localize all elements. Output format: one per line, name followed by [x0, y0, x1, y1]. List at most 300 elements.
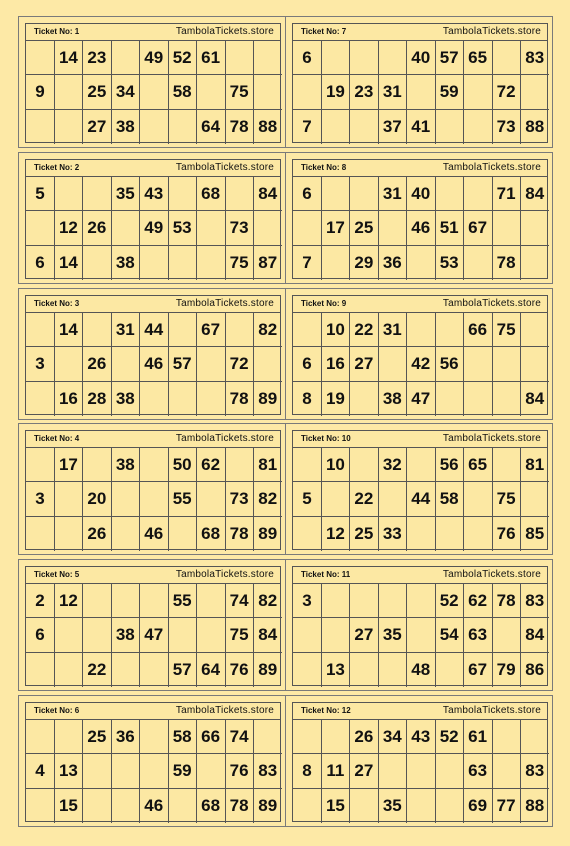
- number-square: 43: [407, 720, 436, 754]
- empty-square: [464, 246, 493, 280]
- ticket-grid: [293, 584, 547, 685]
- number-square: 82: [254, 482, 282, 516]
- empty-square: [378, 754, 407, 788]
- number-square: 54: [435, 618, 464, 652]
- number-square: 68: [197, 177, 226, 211]
- empty-square: [54, 653, 83, 687]
- number-square: 31: [378, 313, 407, 347]
- empty-square: [197, 482, 226, 516]
- number-square: 47: [407, 382, 436, 416]
- number-square: 37: [378, 110, 407, 144]
- empty-square: [321, 482, 350, 516]
- number-square: 84: [254, 618, 282, 652]
- tambola-ticket: [292, 295, 548, 415]
- number-square: 89: [258, 388, 278, 408]
- number-square: 5: [293, 482, 322, 516]
- number-square: 36: [111, 720, 140, 754]
- number-square: 15: [54, 789, 83, 823]
- ticket-grid: [293, 41, 547, 142]
- empty-square: [168, 313, 197, 347]
- empty-square: [492, 41, 521, 75]
- empty-square: [378, 584, 407, 618]
- empty-square: [168, 517, 197, 551]
- ticket-cell: [18, 695, 286, 827]
- site-label: TambolaTickets.store: [175, 162, 274, 173]
- number-square: 27: [350, 618, 379, 652]
- number-square: 22: [83, 653, 112, 687]
- site-label: TambolaTickets.store: [175, 705, 274, 716]
- empty-square: [407, 754, 436, 788]
- ticket-header: [26, 296, 280, 313]
- ticket-number: Ticket No: 7: [301, 27, 347, 36]
- empty-square: [492, 211, 521, 245]
- number-square: 63: [464, 754, 493, 788]
- empty-square: [407, 313, 436, 347]
- site-label: TambolaTickets.store: [175, 433, 274, 444]
- empty-square: [293, 720, 322, 754]
- number-square: 52: [435, 720, 464, 754]
- empty-square: [407, 246, 436, 280]
- number-square: 19: [321, 382, 350, 416]
- empty-square: [83, 754, 112, 788]
- number-square: 20: [83, 482, 112, 516]
- empty-square: [26, 313, 55, 347]
- empty-square: [111, 754, 140, 788]
- number-square: 17: [321, 211, 350, 245]
- number-square: 52: [435, 584, 464, 618]
- empty-square: [111, 347, 140, 381]
- empty-square: [140, 584, 169, 618]
- empty-square: [197, 754, 226, 788]
- ticket-cell: [18, 423, 286, 555]
- site-label: TambolaTickets.store: [442, 162, 541, 173]
- empty-square: [293, 211, 322, 245]
- number-square: 76: [225, 754, 254, 788]
- ticket-header: [293, 296, 547, 313]
- number-square: 69: [464, 789, 493, 823]
- empty-square: [111, 517, 140, 551]
- ticket-cell: [18, 288, 286, 420]
- site-label: TambolaTickets.store: [175, 298, 274, 309]
- number-square: 85: [525, 523, 545, 543]
- empty-square: [54, 482, 83, 516]
- number-square: 77: [492, 789, 521, 823]
- empty-square: [197, 211, 226, 245]
- number-square: 58: [168, 75, 197, 109]
- number-square: 46: [140, 517, 169, 551]
- empty-square: [464, 382, 493, 416]
- empty-square: [350, 789, 379, 823]
- number-square: 89: [258, 523, 278, 543]
- empty-square: [111, 584, 140, 618]
- number-square: 50: [168, 448, 197, 482]
- empty-square: [140, 382, 169, 416]
- ticket-number: Ticket No: 4: [34, 434, 80, 443]
- number-square: 86: [525, 659, 545, 679]
- empty-square: [254, 75, 282, 109]
- empty-square: [350, 41, 379, 75]
- number-square: 72: [225, 347, 254, 381]
- number-square: 65: [464, 448, 493, 482]
- ticket-grid: [26, 448, 280, 549]
- empty-square: [521, 347, 549, 381]
- empty-square: [492, 448, 521, 482]
- ticket-header: [26, 567, 280, 584]
- empty-square: [492, 347, 521, 381]
- number-square: 36: [378, 246, 407, 280]
- number-square: 62: [464, 584, 493, 618]
- number-square: 13: [54, 754, 83, 788]
- empty-square: [293, 75, 322, 109]
- empty-square: [140, 754, 169, 788]
- number-square: 26: [83, 347, 112, 381]
- number-square: 74: [225, 720, 254, 754]
- empty-square: [83, 177, 112, 211]
- ticket-cell: [285, 423, 553, 555]
- number-square: 26: [350, 720, 379, 754]
- number-square: 55: [168, 584, 197, 618]
- number-square: 28: [83, 382, 112, 416]
- number-square: 25: [83, 75, 112, 109]
- empty-square: [254, 347, 282, 381]
- number-square: 26: [83, 211, 112, 245]
- number-square: 59: [435, 75, 464, 109]
- number-square: 56: [435, 448, 464, 482]
- number-square: 46: [407, 211, 436, 245]
- empty-square: [321, 720, 350, 754]
- number-square: 84: [525, 388, 545, 408]
- number-square: 25: [350, 211, 379, 245]
- number-square: 49: [140, 211, 169, 245]
- ticket-header: [26, 24, 280, 41]
- empty-square: [407, 448, 436, 482]
- number-square: 47: [140, 618, 169, 652]
- empty-square: [197, 382, 226, 416]
- number-square: 76: [492, 517, 521, 551]
- empty-square: [293, 789, 322, 823]
- number-square: 58: [435, 482, 464, 516]
- ticket-number: Ticket No: 9: [301, 299, 347, 308]
- number-square: 25: [83, 720, 112, 754]
- number-square: 27: [83, 110, 112, 144]
- empty-square: [407, 75, 436, 109]
- empty-square: [54, 347, 83, 381]
- number-square: 38: [378, 382, 407, 416]
- empty-square: [111, 482, 140, 516]
- empty-square: [26, 41, 55, 75]
- number-square: 41: [407, 110, 436, 144]
- ticket-number: Ticket No: 10: [301, 434, 351, 443]
- site-label: TambolaTickets.store: [442, 569, 541, 580]
- number-square: 83: [521, 584, 549, 618]
- number-square: 73: [225, 482, 254, 516]
- empty-square: [407, 584, 436, 618]
- number-square: 12: [54, 584, 83, 618]
- ticket-cell: [285, 16, 553, 148]
- number-square: 8: [293, 754, 322, 788]
- number-square: 27: [350, 754, 379, 788]
- number-square: 38: [111, 246, 140, 280]
- empty-square: [378, 211, 407, 245]
- number-square: 65: [464, 41, 493, 75]
- empty-square: [321, 110, 350, 144]
- empty-square: [83, 246, 112, 280]
- number-square: 12: [321, 517, 350, 551]
- ticket-header: [293, 567, 547, 584]
- ticket-number: Ticket No: 11: [301, 570, 351, 579]
- number-square: 57: [168, 347, 197, 381]
- empty-square: [407, 789, 436, 823]
- empty-square: [464, 517, 493, 551]
- empty-square: [168, 618, 197, 652]
- number-square: 88: [525, 116, 545, 136]
- number-square: 68: [197, 789, 226, 823]
- empty-square: [521, 246, 549, 280]
- number-square: 6: [293, 41, 322, 75]
- empty-square: [435, 313, 464, 347]
- empty-square: [140, 720, 169, 754]
- empty-square: [225, 448, 254, 482]
- number-square: 17: [54, 448, 83, 482]
- number-square: 35: [378, 789, 407, 823]
- number-square: 27: [350, 347, 379, 381]
- site-label: TambolaTickets.store: [442, 705, 541, 716]
- empty-square: [293, 448, 322, 482]
- empty-square: [168, 246, 197, 280]
- number-square: 76: [225, 653, 254, 687]
- empty-square: [111, 789, 140, 823]
- number-square: 88: [258, 116, 278, 136]
- number-square: 66: [197, 720, 226, 754]
- empty-square: [111, 211, 140, 245]
- empty-square: [350, 177, 379, 211]
- number-square: 31: [378, 177, 407, 211]
- number-square: 51: [435, 211, 464, 245]
- empty-square: [83, 618, 112, 652]
- number-square: 7: [293, 246, 322, 280]
- number-square: 78: [225, 382, 254, 416]
- number-square: 78: [225, 789, 254, 823]
- empty-square: [140, 75, 169, 109]
- empty-square: [254, 41, 282, 75]
- empty-square: [293, 313, 322, 347]
- empty-square: [293, 618, 322, 652]
- empty-square: [435, 789, 464, 823]
- empty-square: [140, 482, 169, 516]
- number-square: 25: [350, 517, 379, 551]
- ticket-header: [293, 703, 547, 720]
- number-square: 75: [225, 618, 254, 652]
- ticket-grid: [26, 41, 280, 142]
- number-square: 78: [225, 517, 254, 551]
- number-square: 53: [435, 246, 464, 280]
- number-square: 74: [225, 584, 254, 618]
- empty-square: [321, 41, 350, 75]
- tambola-ticket: [292, 159, 548, 279]
- number-square: 89: [258, 795, 278, 815]
- number-square: 6: [293, 177, 322, 211]
- number-square: 16: [321, 347, 350, 381]
- number-square: 44: [140, 313, 169, 347]
- number-square: 68: [197, 517, 226, 551]
- number-square: 84: [254, 177, 282, 211]
- site-label: TambolaTickets.store: [442, 26, 541, 37]
- empty-square: [435, 653, 464, 687]
- number-square: 38: [111, 448, 140, 482]
- empty-square: [26, 448, 55, 482]
- tambola-ticket: [25, 430, 281, 550]
- ticket-number: Ticket No: 12: [301, 706, 351, 715]
- ticket-grid: [26, 584, 280, 685]
- ticket-grid: [26, 177, 280, 278]
- empty-square: [492, 754, 521, 788]
- empty-square: [83, 789, 112, 823]
- number-square: 22: [350, 482, 379, 516]
- empty-square: [26, 789, 55, 823]
- number-square: 32: [378, 448, 407, 482]
- number-square: 12: [54, 211, 83, 245]
- empty-square: [378, 482, 407, 516]
- empty-square: [350, 448, 379, 482]
- number-square: 38: [111, 110, 140, 144]
- empty-square: [54, 618, 83, 652]
- empty-square: [464, 75, 493, 109]
- empty-square: [254, 211, 282, 245]
- tambola-ticket: [25, 159, 281, 279]
- number-square: 14: [54, 246, 83, 280]
- number-square: 3: [26, 482, 55, 516]
- site-label: TambolaTickets.store: [442, 298, 541, 309]
- number-square: 48: [407, 653, 436, 687]
- number-square: 75: [492, 482, 521, 516]
- ticket-grid: [293, 720, 547, 821]
- empty-square: [464, 347, 493, 381]
- tambola-ticket: [25, 566, 281, 686]
- empty-square: [407, 517, 436, 551]
- ticket-grid: [293, 313, 547, 414]
- number-square: 6: [26, 246, 55, 280]
- number-square: 53: [168, 211, 197, 245]
- number-square: 62: [197, 448, 226, 482]
- empty-square: [26, 720, 55, 754]
- empty-square: [168, 110, 197, 144]
- tambola-ticket: [292, 566, 548, 686]
- number-square: 84: [521, 618, 549, 652]
- number-square: 10: [321, 448, 350, 482]
- number-square: 61: [197, 41, 226, 75]
- empty-square: [54, 110, 83, 144]
- number-square: 75: [225, 75, 254, 109]
- empty-square: [111, 41, 140, 75]
- number-square: 87: [258, 252, 278, 272]
- number-square: 83: [254, 754, 282, 788]
- number-square: 59: [168, 754, 197, 788]
- site-label: TambolaTickets.store: [175, 26, 274, 37]
- empty-square: [464, 482, 493, 516]
- empty-square: [197, 246, 226, 280]
- empty-square: [197, 347, 226, 381]
- number-square: 3: [293, 584, 322, 618]
- ticket-grid: [26, 720, 280, 821]
- empty-square: [435, 110, 464, 144]
- tambola-ticket: [292, 430, 548, 550]
- empty-square: [521, 482, 549, 516]
- number-square: 35: [378, 618, 407, 652]
- number-square: 72: [492, 75, 521, 109]
- tambola-ticket: [25, 295, 281, 415]
- number-square: 40: [407, 41, 436, 75]
- ticket-number: Ticket No: 5: [34, 570, 80, 579]
- ticket-header: [293, 24, 547, 41]
- number-square: 15: [321, 789, 350, 823]
- empty-square: [54, 177, 83, 211]
- site-label: TambolaTickets.store: [442, 433, 541, 444]
- empty-square: [321, 246, 350, 280]
- number-square: 11: [321, 754, 350, 788]
- number-square: 89: [258, 659, 278, 679]
- ticket-cell: [285, 559, 553, 691]
- number-square: 88: [525, 795, 545, 815]
- number-square: 83: [521, 754, 549, 788]
- ticket-number: Ticket No: 8: [301, 163, 347, 172]
- ticket-header: [26, 431, 280, 448]
- number-square: 63: [464, 618, 493, 652]
- number-square: 49: [140, 41, 169, 75]
- number-square: 8: [293, 382, 322, 416]
- ticket-cell: [285, 152, 553, 284]
- tambola-ticket: [25, 23, 281, 143]
- number-square: 64: [197, 653, 226, 687]
- empty-square: [140, 653, 169, 687]
- empty-square: [168, 382, 197, 416]
- empty-square: [254, 720, 282, 754]
- empty-square: [26, 517, 55, 551]
- empty-square: [492, 382, 521, 416]
- number-square: 83: [521, 41, 549, 75]
- empty-square: [225, 177, 254, 211]
- number-square: 78: [492, 584, 521, 618]
- empty-square: [521, 720, 549, 754]
- number-square: 38: [111, 382, 140, 416]
- site-label: TambolaTickets.store: [175, 569, 274, 580]
- empty-square: [378, 653, 407, 687]
- empty-square: [26, 382, 55, 416]
- number-square: 6: [26, 618, 55, 652]
- empty-square: [435, 517, 464, 551]
- tambola-ticket: [25, 702, 281, 822]
- ticket-cell: [285, 288, 553, 420]
- empty-square: [26, 653, 55, 687]
- empty-square: [350, 110, 379, 144]
- empty-square: [54, 720, 83, 754]
- number-square: 57: [435, 41, 464, 75]
- number-square: 66: [464, 313, 493, 347]
- empty-square: [168, 789, 197, 823]
- number-square: 14: [54, 41, 83, 75]
- empty-square: [225, 41, 254, 75]
- number-square: 29: [350, 246, 379, 280]
- empty-square: [521, 75, 549, 109]
- empty-square: [435, 177, 464, 211]
- ticket-header: [293, 431, 547, 448]
- number-square: 42: [407, 347, 436, 381]
- number-square: 4: [26, 754, 55, 788]
- ticket-header: [26, 703, 280, 720]
- number-square: 22: [350, 313, 379, 347]
- empty-square: [321, 618, 350, 652]
- empty-square: [464, 177, 493, 211]
- number-square: 64: [197, 110, 226, 144]
